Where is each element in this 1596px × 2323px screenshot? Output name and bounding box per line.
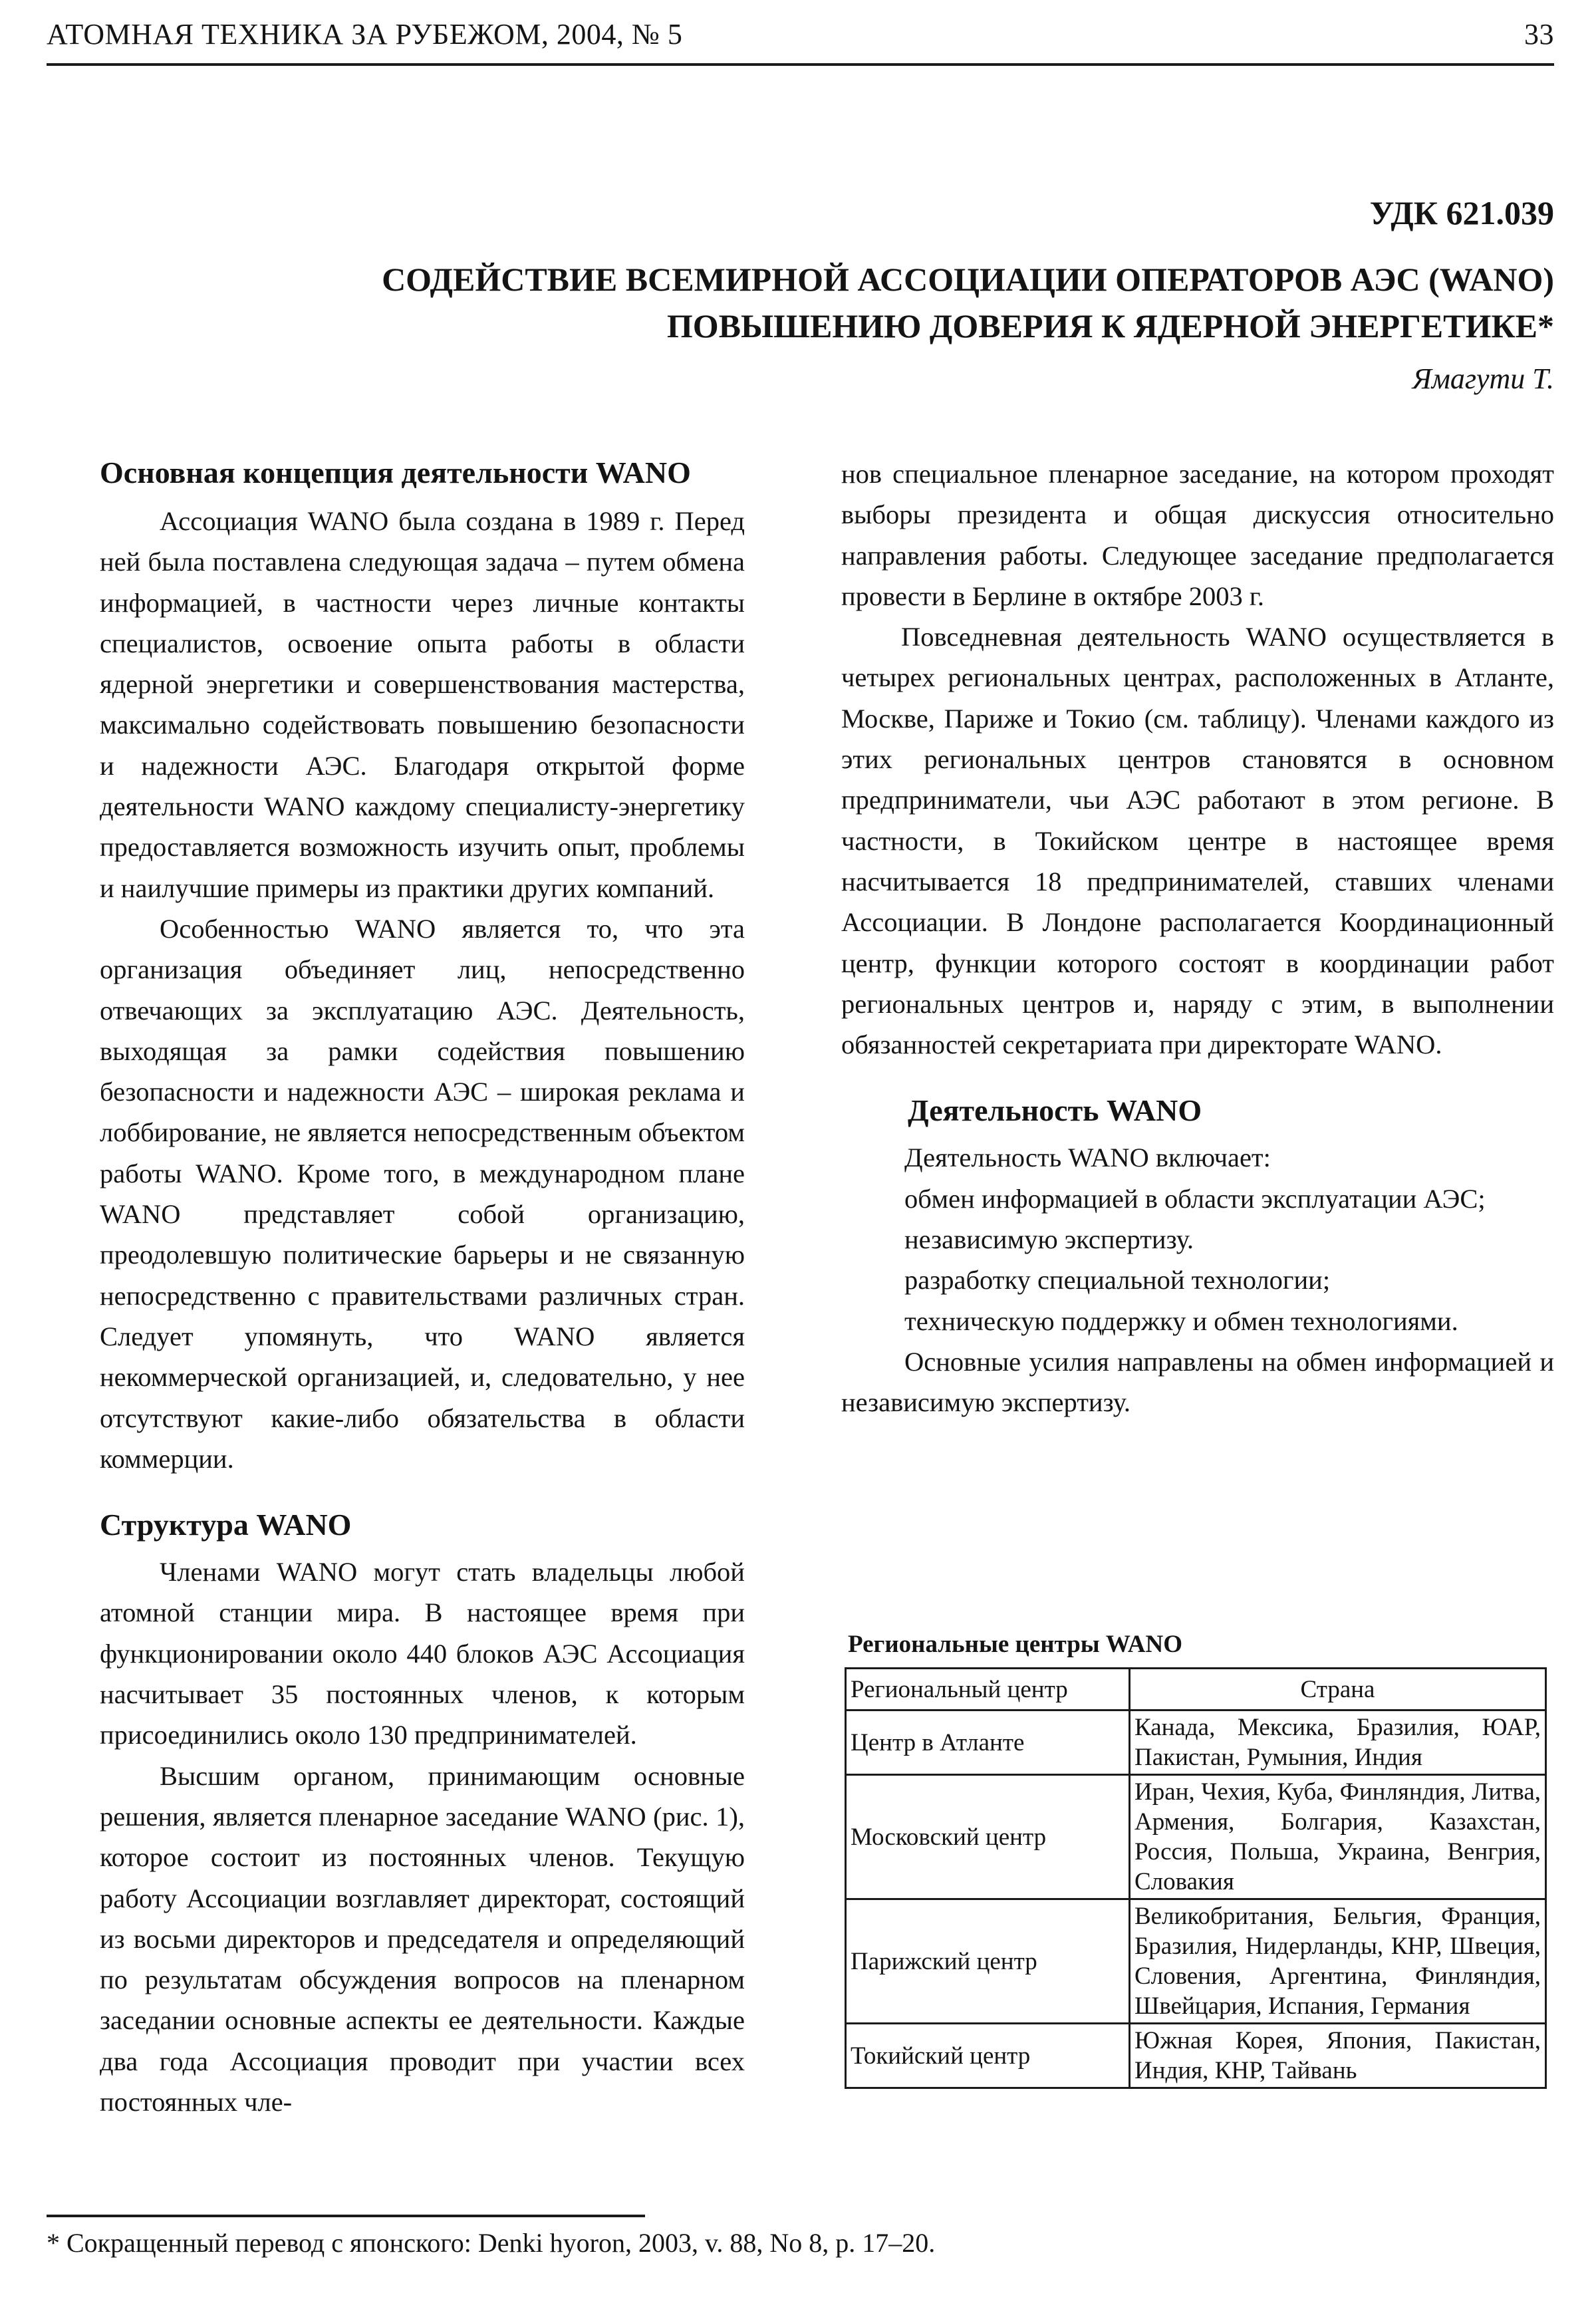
table-row [846,1775,1546,1899]
article-title [224,256,1554,349]
regional-centers-table [845,1667,1547,2089]
section-heading-concept: Основная концепция деятельности WANO [100,456,691,489]
running-head [47,15,1554,55]
paragraph: нов специальное пленарное заседание, на котором проходят выборы президента и общая дискуссия относительно направления работы. Следующее заседание предполагается провести в Берлине в октябре 2003 г. [841,459,1554,611]
article-title-line-1: СОДЕЙСТВИЕ ВСЕМИРНОЙ АССОЦИАЦИИ ОПЕРАТОРОВ АЭС (WANO) [382,261,1554,298]
paragraph: Повседневная деятельность WANO осуществляется в четырех региональных центрах, расположенных в Атланте, Москве, Париже и Токио (см. таблицу). Членами каждого из этих региональных центров становятся в основном предприниматели, чьи АЭС работают в этом регионе. В частности, в Токийском центре в настоящее время насчитывается 18 предпринимателей, ставших членами Ассоциации. В Лондоне располагается Координационный центр, функции которого состоят в координации работ региональных центров и, наряду с этим, в выполнении обязанностей секретариата при директорате WANO. [841,622,1554,1060]
table-row [846,1899,1546,2024]
paragraph: Особенностью WANO является то, что эта организация объединяет лиц, непосредственно отвечающих за эксплуатацию АЭС. Деятельность, выходящая за рамки содействия повышению безопасности и надежности АЭС – широкая реклама и лоббирование, не является непосредственным объектом работы WANO. Кроме того, в международном плане WANO представляет собой организацию, преодолевшую политические барьеры и не связанную непосредственно с правительствами различных стран. Следует упомянуть, что WANO является некоммерческой организацией, и, следовательно, у нее отсутствуют какие-либо обязательства в области коммерции. [100,913,745,1474]
udc-code: УДК 621.039 [1369,194,1554,231]
header-rule [47,63,1554,66]
page-number: 33 [1524,18,1554,51]
activity-item: техническую поддержку и обмен технологиями. [904,1305,1458,1336]
article-author: Ямагути Т. [1412,362,1554,395]
paragraph: Ассоциация WANO была создана в 1989 г. Перед ней была поставлена следующая задача – путем обмена информацией, в частности через личные контакты специалистов, освоение опыта работы в области ядерной энергетики и совершенствования мастерства, максимально содействовать повышению безопасности и надежности АЭС. Благодаря открытой форме деятельности WANO каждому специалисту-энергетику предоставляется возможность изучить опыт, проблемы и наилучшие примеры из практики других компаний. [100,506,745,903]
section-heading-activity: Деятельность WANO [908,1093,1202,1128]
table-header-row [846,1669,1546,1710]
paragraph: Членами WANO могут стать владельцы любой атомной станции мира. В настоящее время при функционировании около 440 блоков АЭС Ассоциация насчитывает 35 постоянных членов, к которым присоединились около 130 предпринимателей. [100,1557,745,1750]
footnote: * Сокращенный перевод с японского: Denki hyoron, 2003, v. 88, No 8, p. 17–20. [47,2228,936,2258]
table-caption: Региональные центры WANO [848,1631,1183,1658]
center-cell: Токийский центр [846,2024,1130,2088]
table-row [846,1710,1546,1775]
paragraph: Основные усилия направлены на обмен информацией и независимую экспертизу. [841,1346,1554,1418]
column-header: Региональный центр [846,1669,1130,1710]
countries-cell: Канада, Мексика, Бразилия, ЮАР, Пакистан, Румыния, Индия [1130,1710,1546,1775]
footnote-rule [47,2215,645,2217]
activity-item: обмен информацией в области эксплуатации АЭС; [904,1183,1486,1214]
paragraph: Деятельность WANO включает: [904,1143,1271,1173]
countries-cell: Южная Корея, Япония, Пакистан, Индия, КНР, Тайвань [1130,2024,1546,2088]
center-cell: Центр в Атланте [846,1710,1130,1775]
countries-cell: Великобритания, Бельгия, Франция, Бразилия, Нидерланды, КНР, Швеция, Словения, Аргентина, Финляндия, Швейцария, Испания, Германия [1130,1899,1546,2024]
center-cell: Московский центр [846,1775,1130,1899]
column-header: Страна [1130,1669,1546,1710]
left-column [100,452,745,2122]
section-heading-structure: Структура WANO [100,1508,352,1542]
countries-cell: Иран, Чехия, Куба, Финляндия, Литва, Армения, Болгария, Казахстан, Россия, Польша, Украина, Венгрия, Словакия [1130,1775,1546,1899]
journal-title: АТОМНАЯ ТЕХНИКА ЗА РУБЕЖОМ, 2004, № 5 [47,18,683,51]
table-row [846,2024,1546,2088]
activity-item: независимую экспертизу. [904,1224,1194,1255]
activity-item: разработку специальной технологии; [904,1265,1331,1296]
center-cell: Парижский центр [846,1899,1130,2024]
right-column [841,454,1554,1423]
paragraph: Высшим органом, принимающим основные решения, является пленарное заседание WANO (рис. 1), которое состоит из постоянных членов. Текущую работу Ассоциации возглавляет директорат, состоящий из восьми директоров и председателя и определяющий по результатам обсуждения вопросов на пленарном заседании основные аспекты ее деятельности. Каждые два года Ассоциация проводит при участии всех постоянных чле- [100,1760,745,2117]
article-title-line-2: ПОВЫШЕНИЮ ДОВЕРИЯ К ЯДЕРНОЙ ЭНЕРГЕТИКЕ* [666,307,1554,344]
